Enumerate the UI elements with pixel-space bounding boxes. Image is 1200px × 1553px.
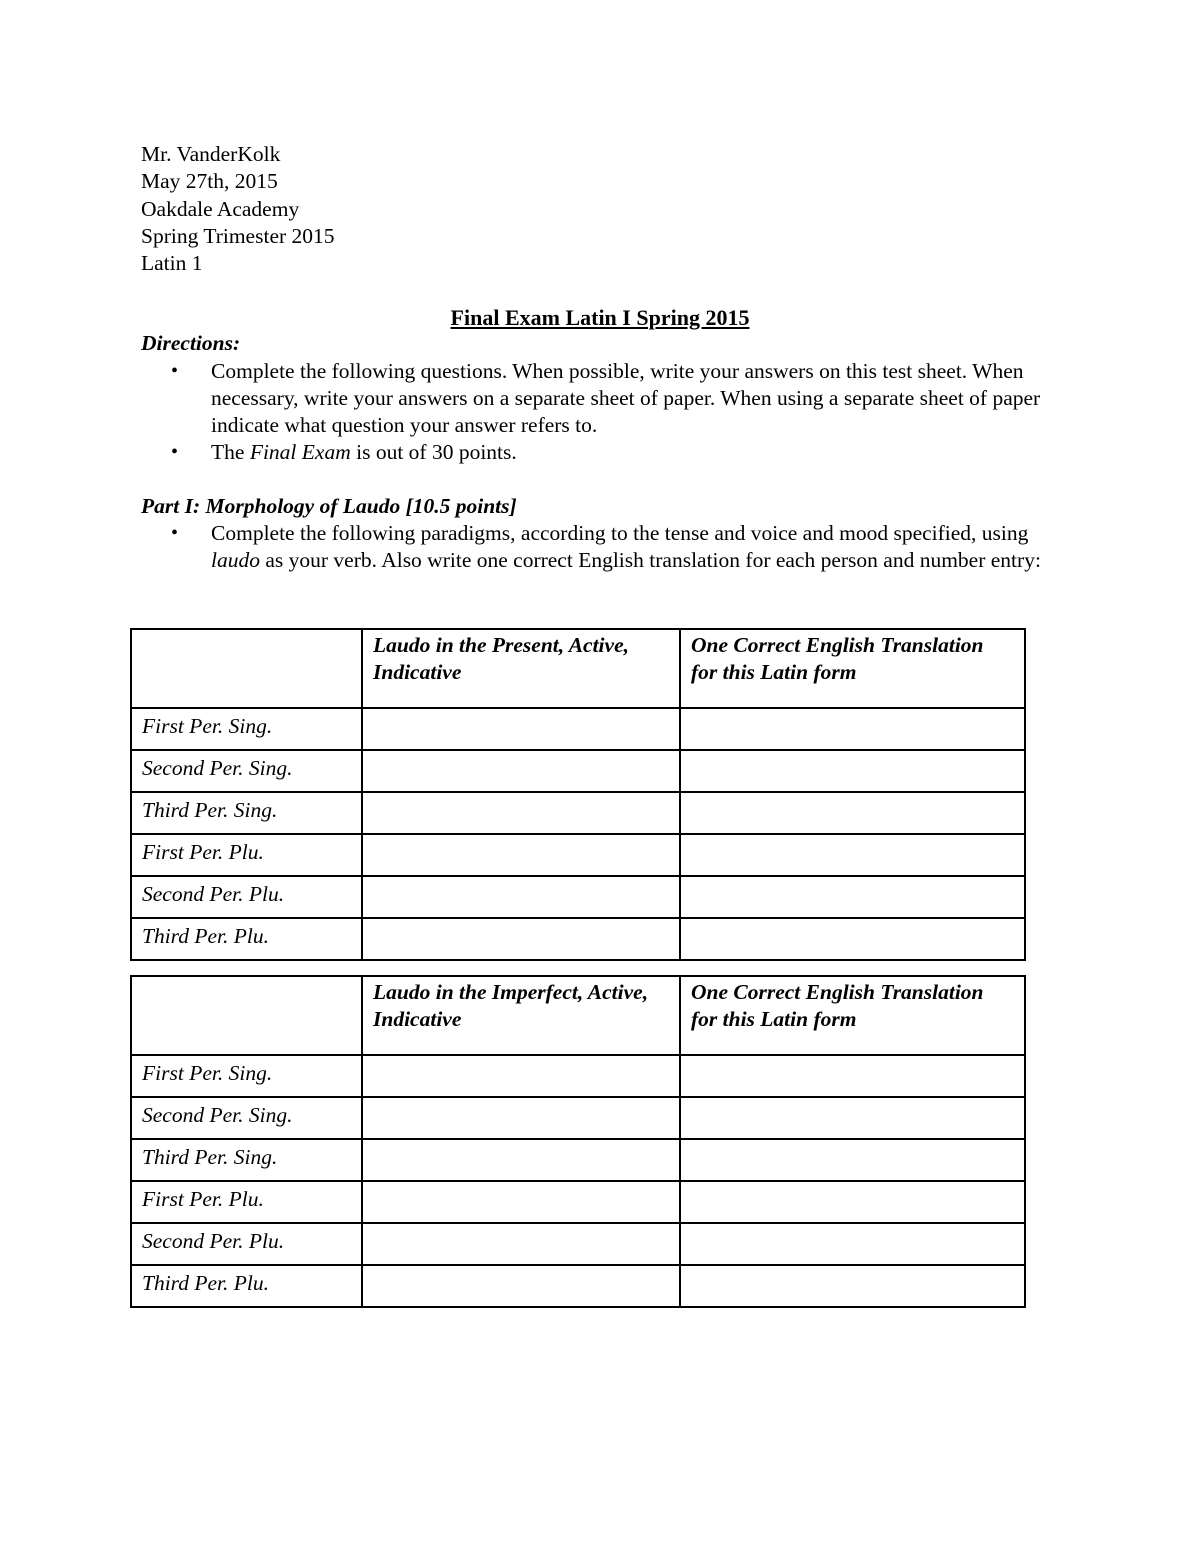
latin-answer-cell[interactable] [362,1097,680,1139]
part1-item-text-post: as your verb. Also write one correct English translation for each person and number entry: [259,548,1041,572]
english-answer-cell[interactable] [680,750,1025,792]
latin-answer-cell[interactable] [362,1055,680,1097]
person-label: Second Per. Sing. [131,750,362,792]
latin-answer-cell[interactable] [362,1139,680,1181]
bullet-icon: • [171,522,179,544]
latin-answer-cell[interactable] [362,1223,680,1265]
english-answer-cell[interactable] [680,876,1025,918]
english-answer-cell[interactable] [680,834,1025,876]
person-label: First Per. Plu. [131,834,362,876]
table-row [131,834,1025,876]
latin-answer-cell[interactable] [362,750,680,792]
header-latin-form: Laudo in the Present, Active, Indicative [362,629,680,708]
header-blank-cell [131,976,362,1055]
table-row [131,918,1025,960]
directions-item-emphasis: Final Exam [249,440,351,464]
exam-title: Final Exam Latin I Spring 2015 [450,305,750,330]
table-row [131,792,1025,834]
person-label: First Per. Plu. [131,1181,362,1223]
table-row [131,876,1025,918]
header-blank-cell [131,629,362,708]
present-paradigm-table [130,628,1026,961]
person-label: First Per. Sing. [131,708,362,750]
part1-instructions [171,520,1071,574]
imperfect-paradigm-table [130,975,1026,1308]
table-row [131,1055,1025,1097]
person-label: Third Per. Sing. [131,792,362,834]
exam-date: May 27th, 2015 [141,169,278,194]
course-name: Latin 1 [141,251,203,276]
directions-heading: Directions: [141,331,241,355]
person-label: Second Per. Plu. [131,1223,362,1265]
latin-answer-cell[interactable] [362,918,680,960]
directions-list [171,358,1071,466]
table-row [131,1181,1025,1223]
term-name: Spring Trimester 2015 [141,223,335,248]
header-english-translation: One Correct English Translation for this Latin form [680,976,1025,1055]
table-row [131,708,1025,750]
english-answer-cell[interactable] [680,1097,1025,1139]
latin-answer-cell[interactable] [362,1181,680,1223]
directions-item-text-pre: The [211,440,250,464]
teacher-name: Mr. VanderKolk [141,142,281,166]
part1-item-emphasis: laudo [211,548,260,572]
english-answer-cell[interactable] [680,1223,1025,1265]
person-label: Third Per. Plu. [131,918,362,960]
latin-answer-cell[interactable] [362,876,680,918]
document-header [141,141,335,277]
table-row [131,750,1025,792]
person-label: Second Per. Sing. [131,1097,362,1139]
person-label: Third Per. Sing. [131,1139,362,1181]
directions-item-text-post: is out of 30 points. [350,440,517,464]
person-label: First Per. Sing. [131,1055,362,1097]
latin-answer-cell[interactable] [362,792,680,834]
latin-answer-cell[interactable] [362,834,680,876]
person-label: Second Per. Plu. [131,876,362,918]
table-row [131,1223,1025,1265]
english-answer-cell[interactable] [680,1139,1025,1181]
bullet-icon: • [171,360,179,382]
english-answer-cell[interactable] [680,1265,1025,1307]
table-row [131,1265,1025,1307]
part1-heading: Part I: Morphology of Laudo [10.5 points] [141,494,517,518]
latin-answer-cell[interactable] [362,708,680,750]
english-answer-cell[interactable] [680,1055,1025,1097]
english-answer-cell[interactable] [680,792,1025,834]
directions-item [171,358,1071,439]
directions-item-text: Complete the following questions. When possible, write your answers on this test sheet. When necessary, write your answers on a separate sheet of paper. When using a separate sheet of paper indicate what question your answer refers to. [211,359,1041,437]
directions-item [171,439,1071,466]
header-latin-form: Laudo in the Imperfect, Active, Indicative [362,976,680,1055]
part1-item-text-pre: Complete the following paradigms, according to the tense and voice and mood specified, using [211,521,1029,545]
table-row [131,1097,1025,1139]
latin-answer-cell[interactable] [362,1265,680,1307]
table-row [131,1139,1025,1181]
english-answer-cell[interactable] [680,918,1025,960]
table-header-row [131,976,1025,1055]
bullet-icon: • [171,441,179,463]
school-name: Oakdale Academy [141,196,300,221]
header-english-translation: One Correct English Translation for this Latin form [680,629,1025,708]
english-answer-cell[interactable] [680,708,1025,750]
table-header-row [131,629,1025,708]
part1-item [171,520,1071,574]
person-label: Third Per. Plu. [131,1265,362,1307]
english-answer-cell[interactable] [680,1181,1025,1223]
